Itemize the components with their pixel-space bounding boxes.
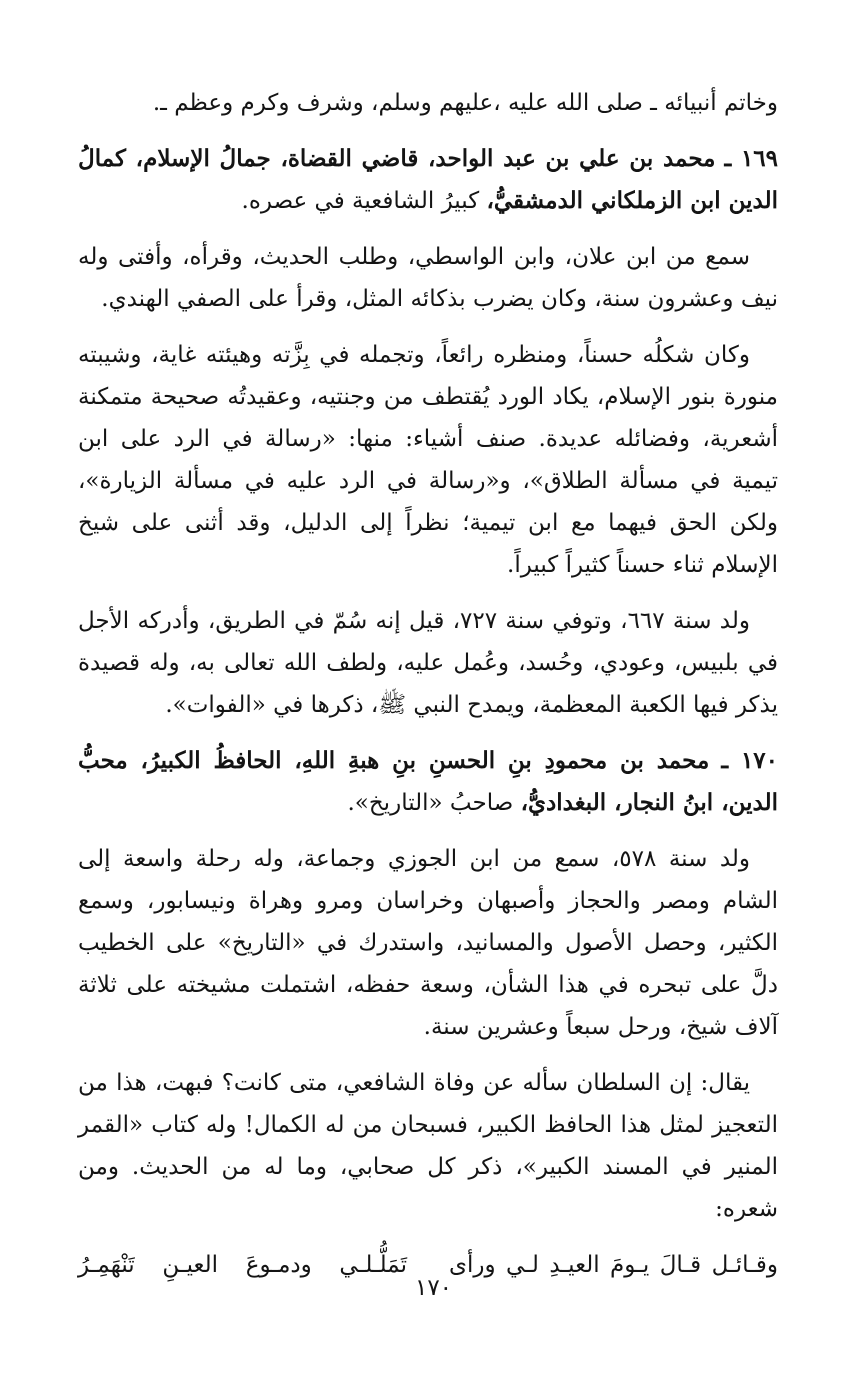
verse-second-hemistich: تَمَلُّـلـي ودمـوعَ العيـنِ تَنْهَمِـرُ (78, 1252, 407, 1278)
entry-169-paragraph-3: ولد سنة ٦٦٧، وتوفي سنة ٧٢٧، قيل إنه سُمّ في الطريق، وأدركه الأجل في بلبيس، وعودي، وحُسد، وعُمل عليه، ولطف الله تعالى به، وله قصيدة يذكر فيها الكعبة المعظمة، ويمدح النبي ﷺ، ذكرها في «الفوات». (78, 608, 778, 718)
entry-169-name: محمد بن علي بن عبد الواحد، قاضي القضاة، جمالُ الإسلام، كمالُ الدين ابن الزملكاني الدمشقيُّ، (78, 145, 778, 214)
entry-169-paragraph-2: وكان شكلُه حسناً، ومنظره رائعاً، وتجمله في بِزَّته وهيئته غاية، وشيبته منورة بنور الإسلام، يكاد الورد يُقتطف من وجنتيه، وعقيدتُه صحيحة متمكنة أشعرية، وفضائله عديدة. صنف أشياء: منها: «رسالة في الرد على ابن تيمية في مسألة الطلاق»، و«رسالة في الرد عليه في مسألة الزيارة»، ولكن الحق فيهما مع ابن تيمية؛ نظراً إلى الدليل، وقد أثنى على شيخ الإسلام ثناء حسناً كثيراً كبيراً. (78, 342, 778, 578)
entry-169-heading (78, 138, 778, 222)
page-number: ١٧٠ (414, 1275, 453, 1301)
intro-paragraph: وخاتم أنبيائه ـ صلى الله عليه ،عليهم وسلم، وشرف وكرم وعظم ـ. (152, 90, 778, 116)
entry-170-paragraph-2: يقال: إن السلطان سأله عن وفاة الشافعي، متى كانت؟ فبهت، هذا من التعجيز لمثل هذا الحافظ الكبير، فسبحان من له الكمال! وله كتاب «القمر المنير في المسند الكبير»، ذكر كل صحابي، وما له من الحديث. ومن شعره: (78, 1070, 778, 1222)
entry-170-number: ١٧٠ ـ (721, 747, 778, 774)
entry-169-paragraph-1: سمع من ابن علان، وابن الواسطي، وطلب الحديث، وقرأه، وأفتى وله نيف وعشرون سنة، وكان يضرب بذكائه المثل، وقرأ على الصفي الهندي. (78, 244, 778, 312)
entry-170-heading (78, 740, 778, 824)
verse-first-hemistich: وقـائـل قـالَ يـومَ العيـدِ لـي ورأى (449, 1252, 778, 1278)
entry-169-number: ١٦٩ ـ (724, 145, 779, 172)
entry-169-rest: كبيرُ الشافعية في عصره. (241, 188, 487, 214)
entry-170-rest: صاحبُ «التاريخ». (347, 790, 521, 816)
entry-170-paragraph-1: ولد سنة ٥٧٨، سمع من ابن الجوزي وجماعة، وله رحلة واسعة إلى الشام ومصر والحجاز وأصبهان وخراسان ومرو وهراة ونيسابور، وسمع الكثير، وحصل الأصول والمسانيد، واستدرك في «التاريخ» على الخطيب دلَّ على تبحره في هذا الشأن، وسعة حفظه، اشتملت مشيخته على ثلاثة آلاف شيخ، ورحل سبعاً وعشرين سنة. (78, 846, 778, 1040)
book-page (78, 82, 778, 1286)
entry-170-name: محمد بن محمودِ بنِ الحسنِ بنِ هبةِ اللهِ، الحافظُ الكبيرُ، محبُّ الدين، ابنُ النجار، البغداديُّ، (78, 747, 778, 816)
